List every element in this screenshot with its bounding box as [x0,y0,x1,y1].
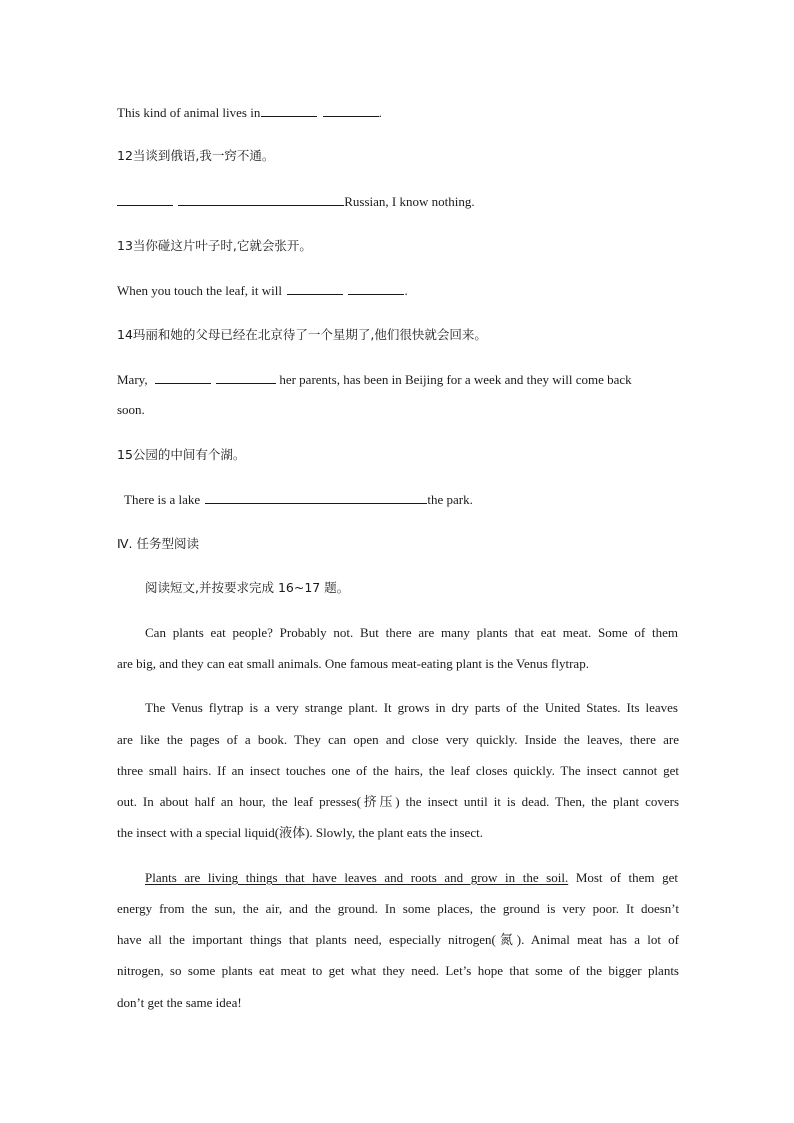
q14-text-rest: her parents, has been in Beijing for a week and they will come back [279,372,632,387]
section-instruction: 阅读短文,并按要求完成 16~17 题。 [145,580,350,595]
q13-chinese: 13当你碰这片叶子时,它就会张开。 [117,238,312,253]
q15-chinese: 15公园的中间有个湖。 [117,447,246,462]
q11-blank-1[interactable] [261,104,317,117]
passage-p3-line-2: energy from the sun, the air, and the ground. In some places, the ground is very poor. It doesn’t [117,901,679,916]
q15-sentence [124,491,686,508]
q13-sentence [117,282,679,299]
q13-blank-2[interactable] [348,282,404,295]
q13-blank-1[interactable] [287,282,343,295]
passage-p2-line-3: three small hairs. If an insect touches one of the hairs, the leaf closes quickly. The insect cannot get [117,763,679,778]
q14-sentence [117,371,679,388]
q14-text-start: Mary, [117,372,148,387]
q14-blank-2[interactable] [216,371,276,384]
q15-text: There is a lake [124,492,201,507]
q12-text: Russian, I know nothing. [344,194,475,209]
q14-sentence-cont: soon. [117,402,145,417]
section-title: Ⅳ. 任务型阅读 [117,536,199,551]
q14-chinese: 14玛丽和她的父母已经在北京待了一个星期了,他们很快就会回来。 [117,327,487,342]
passage-p1-line-2: are big, and they can eat small animals. One famous meat-eating plant is the Venus flytrap. [117,656,589,671]
passage-p3-line-5: don’t get the same idea! [117,995,242,1010]
passage-p2-line-4: out. In about half an hour, the leaf presses(挤压) the insect until it is dead. Then, the plant covers [117,794,679,809]
passage-p3-line-3: have all the important things that plants need, especially nitrogen(氮). Animal meat has a lot of [117,932,679,947]
q11-sentence [117,104,679,121]
passage-p1-line-1: Can plants eat people? Probably not. But there are many plants that eat meat. Some of them [145,625,678,640]
passage-p2-line-1: The Venus flytrap is a very strange plant. It grows in dry parts of the United States. Its leaves [145,700,678,715]
q13-end: . [404,283,408,298]
q11-text: This kind of animal lives in [117,105,261,120]
q11-end: . [378,105,382,120]
q12-sentence [117,193,679,210]
passage-p2-line-5: the insect with a special liquid(液体). Slowly, the plant eats the insect. [117,825,483,840]
passage-p3-line-4: nitrogen, so some plants eat meat to get what they need. Let’s hope that some of the bigger plants [117,963,679,978]
q15-blank[interactable] [205,491,427,504]
q12-blank-1[interactable] [117,193,173,206]
q12-blank-2[interactable] [178,193,344,206]
q15-end: the park. [427,492,473,507]
q12-chinese: 12当谈到俄语,我一窍不通。 [117,148,275,163]
passage-p2-line-2: are like the pages of a book. They can open and close very quickly. Inside the leaves, there are [117,732,679,747]
q13-text: When you touch the leaf, it will [117,283,282,298]
underlined-sentence: Plants are living things that have leaves and roots and grow in the soil. [145,870,569,885]
passage-p3-line-1 [145,870,678,886]
q11-blank-2[interactable] [323,104,379,117]
q14-blank-1[interactable] [155,371,211,384]
passage-p3-line-1-rest: Most of them get [575,870,679,885]
